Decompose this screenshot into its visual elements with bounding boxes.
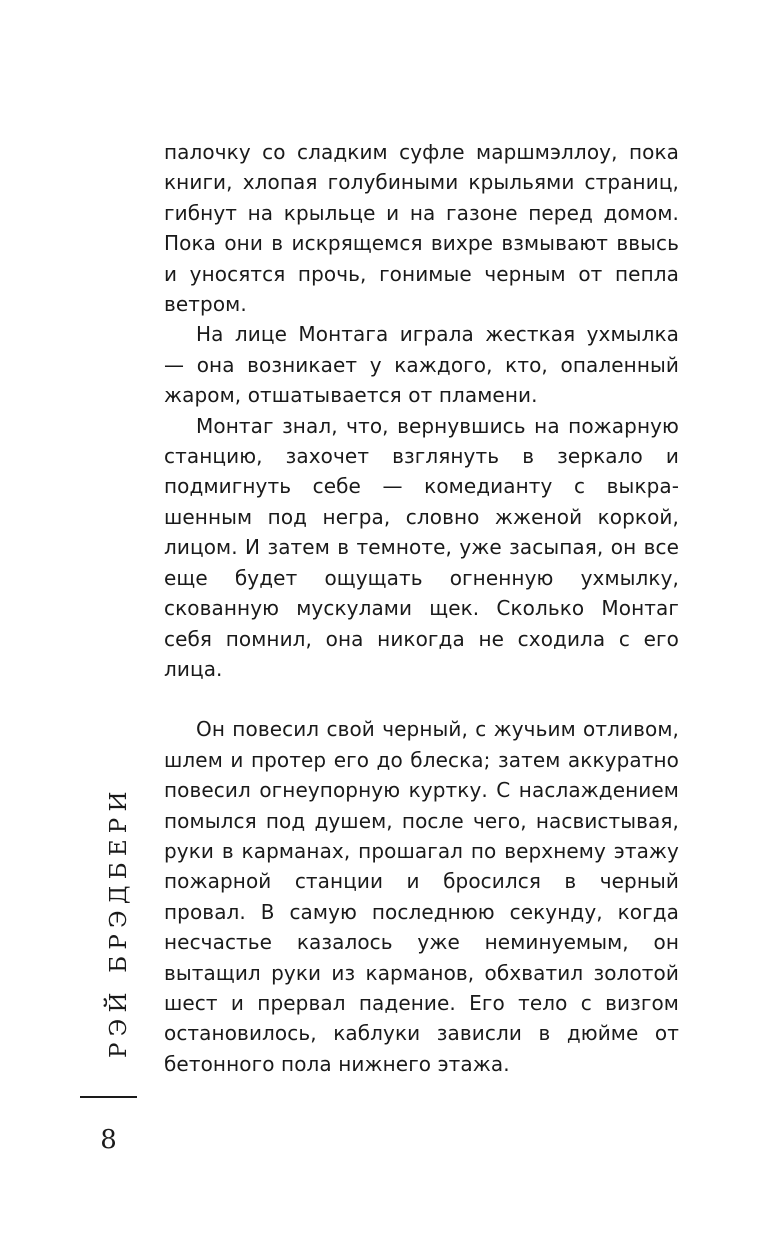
section-break (164, 684, 679, 714)
paragraph: Монтаг знал, что, вернувшись на пожарную станцию, захочет взглянуть в зеркало и подмигнуть себе — комедианту с выкрашенным под негра, словно жженой коркой, лицом. И затем в темноте, уже засыпая, он все еще будет ощущать огненную ухмылку, скованную мускулами щек. Сколько Монтаг себя помнил, она никогда не сходила с его лица. (164, 413, 679, 681)
folio-divider (80, 1096, 137, 1098)
author-running-head: РЭЙ БРЭДБЕРИ (106, 785, 132, 1058)
paragraph: На лице Монтага играла жесткая ухмылка — она возникает у каждого, кто, опаленный жаром, отшатывается от пламени. (164, 322, 679, 408)
paragraph: Он повесил свой черный, с жучьим отливом, шлем и протер его до блеска; затем аккуратно повесил огнеупорную куртку. С наслаждением помылся под душем, после чего, насвистывая, руки в карманах, прошагал по верхнему этажу пожарной станции и бросился в черный провал. В самую последнюю секунду, когда несчастье казалось уже неминуемым, он вытащил руки из карманов, обхватил золотой шест и прервал падение. Его тело с визгом остановилось, каблуки зависли в дюйме от бетонного пола нижнего этажа. (164, 717, 679, 1076)
page-number: 8 (100, 1125, 117, 1155)
paragraph-continued: палочку со сладким суфле маршмэллоу, пока книги, хлопая голубиными крыльями страниц, гибнут на крыльце и на газоне перед домом. Пока они в искрящемся вихре взмывают ввысь и уносятся прочь, гонимые черным от пепла ветром. (164, 140, 679, 317)
body-text (164, 137, 679, 1079)
